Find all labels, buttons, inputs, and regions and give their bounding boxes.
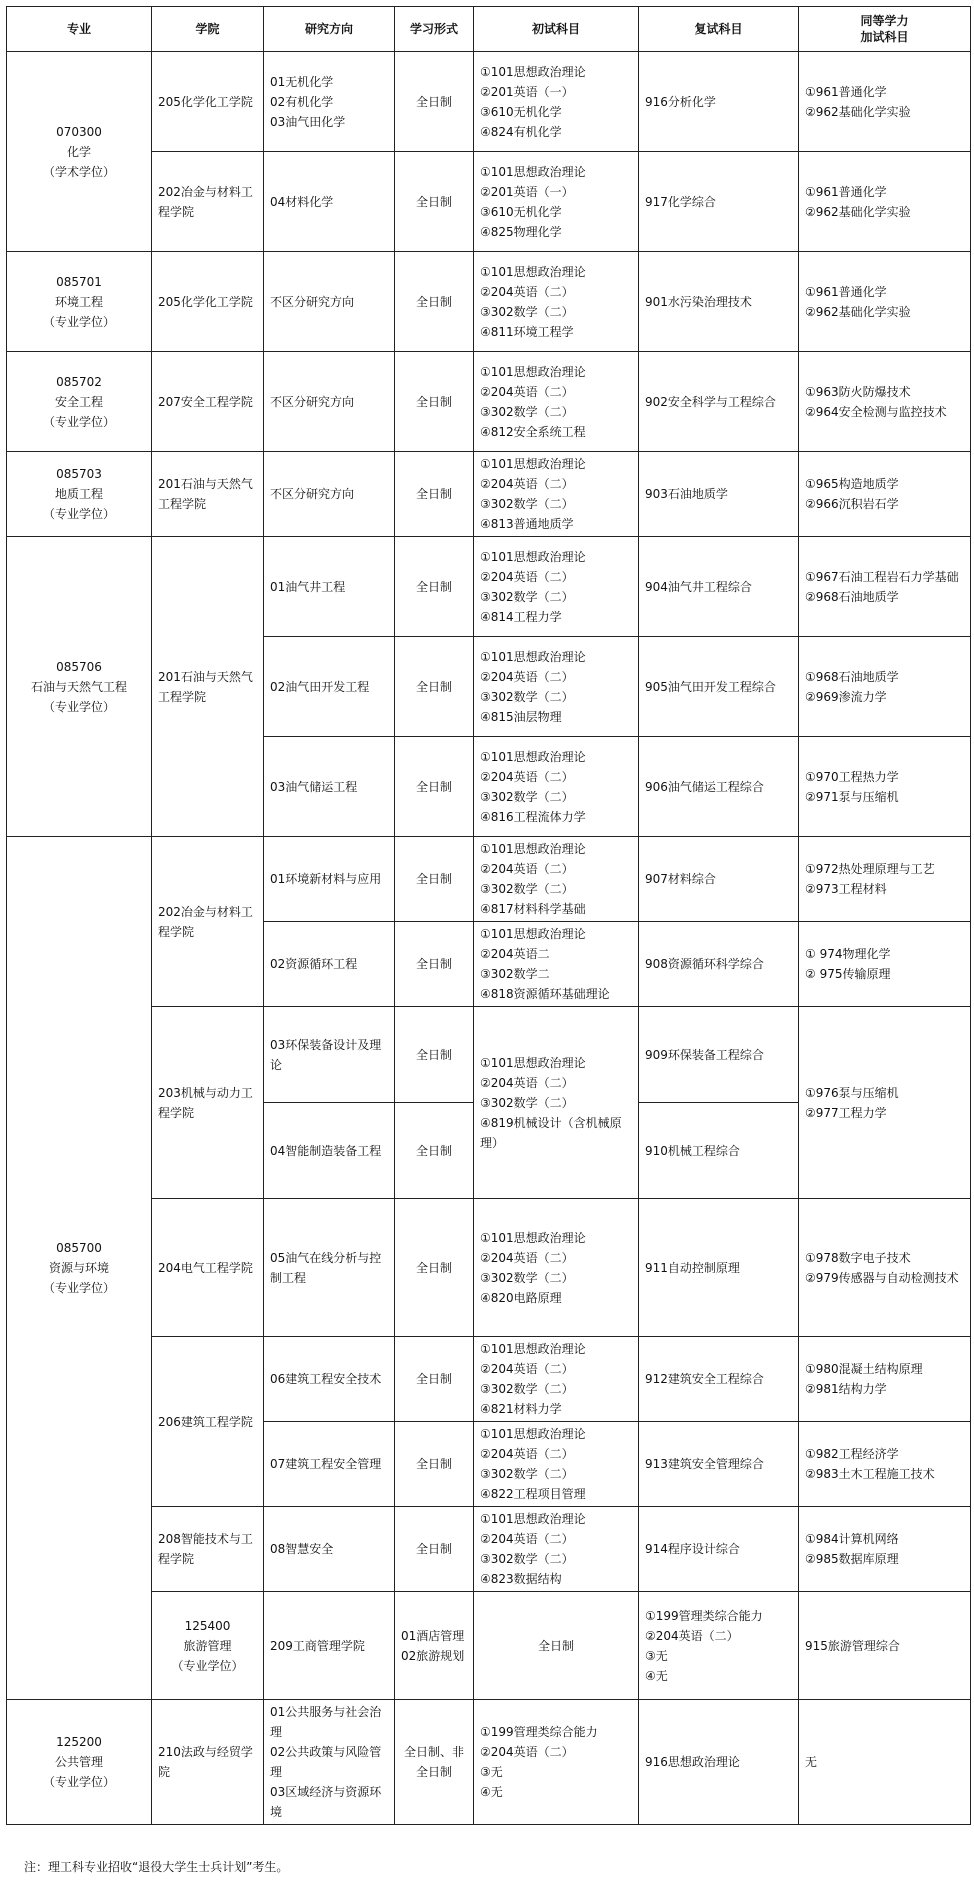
program-cell-line: 化学	[66, 144, 91, 159]
initial-exam-cell-line: ④815油层物理	[480, 709, 562, 724]
extra-exam-cell-line: ②979传感器与自动检测技术	[805, 1270, 959, 1285]
direction-cell	[264, 1507, 395, 1592]
initial-exam-cell-line: ②201英语（一）	[480, 184, 574, 199]
direction-cell-line: 04智能制造装备工程	[270, 1143, 382, 1158]
program-cell-line: 085700	[56, 1241, 102, 1255]
table-row	[7, 52, 971, 152]
study-mode-cell: 全日制	[395, 1507, 474, 1592]
retest-cell: 916思想政治理论	[639, 1700, 799, 1825]
study-mode-cell: 全日制	[395, 252, 474, 352]
direction-cell	[395, 1592, 474, 1700]
initial-exam-cell	[474, 1700, 639, 1825]
extra-exam-cell-line: ①972热处理原理与工艺	[805, 862, 935, 876]
retest-cell: 914程序设计综合	[639, 1507, 799, 1592]
initial-exam-cell-line: ③302数学（二）	[480, 1382, 574, 1396]
study-mode-cell: 全日制	[395, 737, 474, 837]
initial-exam-cell	[474, 52, 639, 152]
study-mode-cell: 全日制	[395, 352, 474, 452]
initial-exam-cell-line: ②204英语二	[480, 947, 550, 961]
extra-exam-cell-line: ②962基础化学实验	[805, 104, 911, 119]
program-cell-line: 石油与天然气工程	[30, 679, 127, 694]
extra-exam-cell-line: ②969渗流力学	[805, 689, 887, 704]
study-mode-cell: 全日制	[395, 452, 474, 537]
initial-exam-cell-line: ③302数学（二）	[480, 1270, 574, 1285]
extra-exam-cell-line: ①982工程经济学	[805, 1447, 899, 1461]
direction-cell	[264, 252, 395, 352]
initial-exam-cell	[474, 837, 639, 922]
extra-exam-cell	[799, 1422, 971, 1507]
college-cell: 209工商管理学院	[264, 1592, 395, 1700]
retest-cell: 902安全科学与工程综合	[639, 352, 799, 452]
extra-exam-cell	[799, 737, 971, 837]
initial-exam-cell-line: ③302数学（二）	[480, 404, 574, 419]
extra-exam-cell-line: ①961普通化学	[805, 284, 887, 299]
direction-cell-line: 01酒店管理	[401, 1628, 465, 1643]
initial-exam-cell-line: ②204英语（二）	[480, 669, 574, 684]
direction-cell	[264, 352, 395, 452]
initial-exam-cell-line: ①101思想政治理论	[480, 549, 586, 564]
initial-exam-cell	[474, 152, 639, 252]
initial-exam-cell	[474, 1007, 639, 1199]
program-cell-line: 125200	[56, 1735, 102, 1749]
table-row	[7, 1507, 971, 1592]
initial-exam-cell-line: ②204英语（二）	[480, 1250, 574, 1265]
program-cell-line: 公共管理	[54, 1755, 103, 1769]
program-cell-line: （专业学位）	[42, 699, 115, 714]
initial-exam-cell-line: ③302数学二	[480, 967, 550, 981]
retest-cell: 911自动控制原理	[639, 1199, 799, 1337]
initial-exam-cell-line: ④811环境工程学	[480, 324, 574, 339]
extra-exam-cell	[799, 452, 971, 537]
initial-exam-cell-line: ③302数学（二）	[480, 1552, 574, 1566]
extra-exam-cell-line: ② 975传输原理	[805, 967, 891, 981]
table-row	[7, 152, 971, 252]
program-cell	[7, 252, 152, 352]
header-initial-exam: 初试科目	[474, 7, 639, 52]
college-cell: 206建筑工程学院	[152, 1337, 264, 1507]
initial-exam-cell-line: ④813普通地质学	[480, 517, 574, 531]
table-header-row	[7, 7, 971, 52]
direction-cell	[264, 1199, 395, 1337]
college-cell: 205化学化工学院	[152, 252, 264, 352]
initial-exam-cell-line: ②204英语（二）	[480, 769, 574, 784]
program-cell-line: （专业学位）	[42, 314, 115, 329]
retest-cell: 906油气储运工程综合	[639, 737, 799, 837]
initial-exam-cell	[474, 352, 639, 452]
retest-cell: 903石油地质学	[639, 452, 799, 537]
initial-exam-cell-line: ②204英语（二）	[480, 1745, 574, 1759]
initial-exam-cell-line: ①101思想政治理论	[480, 927, 586, 941]
initial-exam-cell-line: ③302数学（二）	[480, 789, 574, 804]
direction-cell	[264, 152, 395, 252]
direction-cell-line: 06建筑工程安全技术	[270, 1372, 382, 1386]
study-mode-cell: 全日制	[395, 1199, 474, 1337]
retest-cell: 901水污染治理技术	[639, 252, 799, 352]
program-cell	[7, 452, 152, 537]
initial-exam-cell-line: ②204英语（二）	[480, 1362, 574, 1376]
direction-cell-line: 02资源循环工程	[270, 957, 358, 971]
initial-exam-cell-line: ②204英语（二）	[480, 477, 574, 491]
program-cell-line: 085702	[56, 374, 102, 389]
program-cell	[7, 837, 152, 1700]
college-cell: 205化学化工学院	[152, 52, 264, 152]
extra-exam-cell	[799, 1007, 971, 1199]
table-row	[7, 252, 971, 352]
initial-exam-cell-line: ④822工程项目管理	[480, 1487, 586, 1501]
study-mode-cell: 全日制	[395, 1422, 474, 1507]
extra-exam-cell	[799, 1337, 971, 1422]
direction-cell-line: 04材料化学	[270, 194, 334, 209]
extra-exam-cell-line: ①968石油地质学	[805, 669, 899, 684]
college-cell: 208智能技术与工程学院	[152, 1507, 264, 1592]
extra-exam-cell-line: ②985数据库原理	[805, 1552, 899, 1566]
extra-exam-cell-line: ②964安全检测与监控技术	[805, 404, 947, 419]
direction-cell	[264, 737, 395, 837]
college-cell: 201石油与天然气工程学院	[152, 452, 264, 537]
initial-exam-cell	[474, 252, 639, 352]
initial-exam-cell-line: ①101思想政治理论	[480, 364, 586, 379]
header-retest: 复试科目	[639, 7, 799, 52]
direction-cell	[264, 1337, 395, 1422]
retest-cell: 910机械工程综合	[639, 1103, 799, 1199]
direction-cell-line: 01油气井工程	[270, 579, 346, 594]
retest-cell: 904油气井工程综合	[639, 537, 799, 637]
initial-exam-cell-line: ③302数学（二）	[480, 1095, 574, 1110]
direction-cell-line: 01环境新材料与应用	[270, 872, 382, 886]
direction-cell-line: 不区分研究方向	[270, 394, 355, 409]
initial-exam-cell-line: ④无	[645, 1668, 668, 1683]
program-cell-line: （专业学位）	[171, 1658, 244, 1673]
initial-exam-cell-line: ③无	[480, 1765, 503, 1779]
initial-exam-cell-line: ④816工程流体力学	[480, 809, 586, 824]
extra-exam-cell-line: ②968石油地质学	[805, 589, 899, 604]
direction-cell-line: 03环保装备设计及理论	[270, 1037, 382, 1072]
header-program: 专业	[7, 7, 152, 52]
college-cell: 202冶金与材料工程学院	[152, 152, 264, 252]
table-row	[7, 837, 971, 922]
initial-exam-cell-line: ①101思想政治理论	[480, 164, 586, 179]
table-row	[7, 452, 971, 537]
initial-exam-cell	[474, 1507, 639, 1592]
initial-exam-cell-line: ③610无机化学	[480, 104, 562, 119]
program-cell-line: 085706	[56, 659, 102, 674]
direction-cell	[264, 837, 395, 922]
initial-exam-cell-line: ④819机械设计（含机械原理）	[480, 1115, 622, 1150]
initial-exam-cell-line: ④814工程力学	[480, 609, 562, 624]
initial-exam-cell	[474, 637, 639, 737]
program-cell-line: 085703	[56, 467, 102, 481]
initial-exam-cell-line: ③302数学（二）	[480, 304, 574, 319]
study-mode-cell: 全日制	[395, 637, 474, 737]
direction-cell	[264, 1007, 395, 1103]
extra-exam-cell	[799, 52, 971, 152]
study-mode-cell: 全日制	[395, 1007, 474, 1103]
direction-cell-line: 01公共服务与社会治理	[270, 1705, 382, 1739]
study-mode-cell: 全日制	[395, 537, 474, 637]
initial-exam-cell	[474, 922, 639, 1007]
initial-exam-cell-line: ②204英语（二）	[480, 569, 574, 584]
direction-cell-line: 05油气在线分析与控制工程	[270, 1250, 382, 1285]
initial-exam-cell	[474, 537, 639, 637]
college-cell: 204电气工程学院	[152, 1199, 264, 1337]
extra-exam-cell	[799, 922, 971, 1007]
initial-exam-cell-line: ④820电路原理	[480, 1290, 562, 1305]
initial-exam-cell-line: ①101思想政治理论	[480, 264, 586, 279]
program-cell-line: （专业学位）	[42, 1775, 115, 1789]
initial-exam-cell-line: ④823数据结构	[480, 1572, 562, 1586]
program-cell-line: （专业学位）	[42, 414, 115, 429]
college-cell: 207安全工程学院	[152, 352, 264, 452]
study-mode-cell: 全日制	[395, 837, 474, 922]
initial-exam-cell	[474, 737, 639, 837]
table-row	[7, 1592, 971, 1700]
initial-exam-cell-line: ②204英语（二）	[480, 1447, 574, 1461]
extra-exam-cell-line: ②971泵与压缩机	[805, 789, 899, 804]
direction-cell	[264, 537, 395, 637]
table-row	[7, 1007, 971, 1103]
study-mode-cell: 全日制	[395, 1337, 474, 1422]
college-cell: 210法政与经贸学院	[152, 1700, 264, 1825]
initial-exam-cell-line: ④817材料科学基础	[480, 902, 586, 916]
program-cell-line: 070300	[56, 124, 102, 139]
extra-exam-cell-line: ①961普通化学	[805, 184, 887, 199]
extra-exam-cell-line: ①970工程热力学	[805, 769, 899, 784]
extra-exam-cell-line: ②962基础化学实验	[805, 304, 911, 319]
initial-exam-cell-line: ②204英语（二）	[480, 1532, 574, 1546]
initial-exam-cell-line: ①101思想政治理论	[480, 1512, 586, 1526]
program-cell	[7, 1700, 152, 1825]
header-equivalent-extra: 同等学力 加试科目	[799, 7, 971, 52]
extra-exam-cell	[799, 152, 971, 252]
footnote: 注：理工科专业招收“退役大学生士兵计划”考生。	[24, 1860, 289, 1874]
initial-exam-cell-line: ④821材料力学	[480, 1402, 562, 1416]
program-cell-line: （学术学位）	[42, 164, 115, 179]
initial-exam-cell-line: ①101思想政治理论	[480, 1055, 586, 1070]
initial-exam-cell-line: ③302数学（二）	[480, 882, 574, 896]
initial-exam-cell-line: ③302数学（二）	[480, 589, 574, 604]
extra-exam-cell-line: ① 974物理化学	[805, 947, 891, 961]
direction-cell	[264, 1103, 395, 1199]
table-row	[7, 1337, 971, 1422]
initial-exam-cell-line: ②204英语（二）	[645, 1628, 739, 1643]
direction-cell	[264, 922, 395, 1007]
initial-exam-cell-line: ①199管理类综合能力	[645, 1608, 763, 1623]
program-cell	[7, 352, 152, 452]
initial-exam-cell-line: ①101思想政治理论	[480, 64, 586, 79]
initial-exam-cell-line: ③302数学（二）	[480, 689, 574, 704]
extra-exam-cell-line: ①984计算机网络	[805, 1532, 899, 1546]
initial-exam-cell-line: ④824有机化学	[480, 124, 562, 139]
initial-exam-cell-line: ④812安全系统工程	[480, 424, 586, 439]
header-study-mode: 学习形式	[395, 7, 474, 52]
initial-exam-cell-line: ①101思想政治理论	[480, 842, 586, 856]
initial-exam-cell-line: ①101思想政治理论	[480, 749, 586, 764]
initial-exam-cell-line: ③610无机化学	[480, 204, 562, 219]
direction-cell-line: 03区域经济与资源环境	[270, 1785, 382, 1819]
extra-exam-cell-line: ②973工程材料	[805, 882, 887, 896]
initial-exam-cell	[639, 1592, 799, 1700]
direction-cell-line: 01无机化学	[270, 74, 334, 89]
retest-cell: 905油气田开发工程综合	[639, 637, 799, 737]
initial-exam-cell-line: ④无	[480, 1785, 503, 1799]
direction-cell-line: 03油气储运工程	[270, 779, 358, 794]
initial-exam-cell-line: ①101思想政治理论	[480, 1342, 586, 1356]
program-cell-line: 085701	[56, 274, 102, 289]
program-cell-line: 环境工程	[54, 294, 103, 309]
initial-exam-cell-line: ②201英语（一）	[480, 84, 574, 99]
retest-cell: 916分析化学	[639, 52, 799, 152]
table-row	[7, 537, 971, 637]
extra-exam-cell	[799, 352, 971, 452]
direction-cell-line: 不区分研究方向	[270, 487, 355, 501]
program-cell-line: （专业学位）	[42, 1281, 115, 1295]
extra-exam-cell-line: ①978数字电子技术	[805, 1250, 911, 1265]
direction-cell	[264, 52, 395, 152]
direction-cell-line: 03油气田化学	[270, 114, 346, 129]
initial-exam-cell-line: ③无	[645, 1648, 668, 1663]
initial-exam-cell-line: ①101思想政治理论	[480, 649, 586, 664]
program-cell	[7, 537, 152, 837]
extra-exam-cell-line: ②962基础化学实验	[805, 204, 911, 219]
extra-exam-cell-line: ②983土木工程施工技术	[805, 1467, 935, 1481]
extra-exam-cell-line: ①976泵与压缩机	[805, 1085, 899, 1100]
initial-exam-cell-line: ③302数学（二）	[480, 497, 574, 511]
college-cell: 203机械与动力工程学院	[152, 1007, 264, 1199]
program-cell-line: 安全工程	[54, 394, 103, 409]
college-cell: 201石油与天然气工程学院	[152, 537, 264, 837]
college-cell: 202冶金与材料工程学院	[152, 837, 264, 1007]
program-cell-line: （专业学位）	[42, 507, 115, 521]
extra-exam-cell-line: ②977工程力学	[805, 1105, 887, 1120]
extra-exam-cell	[799, 252, 971, 352]
extra-exam-cell-line: 无	[805, 1755, 818, 1769]
table-row	[7, 352, 971, 452]
extra-exam-cell-line: ①961普通化学	[805, 84, 887, 99]
extra-exam-cell	[799, 537, 971, 637]
direction-cell-line: 07建筑工程安全管理	[270, 1457, 382, 1471]
direction-cell-line: 02公共政策与风险管理	[270, 1745, 382, 1779]
program-cell-line: 地质工程	[54, 487, 103, 501]
extra-exam-cell	[799, 1507, 971, 1592]
initial-exam-cell-line: ④825物理化学	[480, 224, 562, 239]
retest-cell: 912建筑安全工程综合	[639, 1337, 799, 1422]
study-mode-cell: 全日制	[474, 1592, 639, 1700]
study-mode-cell: 全日制	[395, 152, 474, 252]
retest-cell: 917化学综合	[639, 152, 799, 252]
direction-cell-line: 不区分研究方向	[270, 294, 355, 309]
extra-exam-cell-line: ①967石油工程岩石力学基础	[805, 569, 959, 584]
table-row	[7, 1700, 971, 1825]
initial-exam-cell	[474, 1337, 639, 1422]
study-mode-cell: 全日制	[395, 1103, 474, 1199]
retest-cell: 908资源循环科学综合	[639, 922, 799, 1007]
direction-cell-line: 02旅游规划	[401, 1648, 465, 1663]
extra-exam-cell-line: ②966沉积岩石学	[805, 497, 899, 511]
admission-table	[6, 6, 971, 1825]
direction-cell	[264, 637, 395, 737]
initial-exam-cell-line: ②204英语（二）	[480, 284, 574, 299]
header-college: 学院	[152, 7, 264, 52]
program-cell-line: 资源与环境	[48, 1261, 109, 1275]
extra-exam-cell	[799, 1199, 971, 1337]
initial-exam-cell-line: ④818资源循环基础理论	[480, 987, 610, 1001]
extra-exam-cell	[799, 1700, 971, 1825]
direction-cell-line: 08智慧安全	[270, 1542, 334, 1556]
initial-exam-cell-line: ③302数学（二）	[480, 1467, 574, 1481]
program-cell-line: 125400	[184, 1618, 231, 1633]
table-row	[7, 1199, 971, 1337]
direction-cell-line: 02油气田开发工程	[270, 679, 370, 694]
direction-cell-line: 02有机化学	[270, 94, 334, 109]
retest-cell: 915旅游管理综合	[799, 1592, 971, 1700]
retest-cell: 909环保装备工程综合	[639, 1007, 799, 1103]
retest-cell: 907材料综合	[639, 837, 799, 922]
program-cell	[152, 1592, 264, 1700]
initial-exam-cell-line: ②204英语（二）	[480, 384, 574, 399]
direction-cell	[264, 452, 395, 537]
direction-cell	[264, 1422, 395, 1507]
study-mode-cell: 全日制、非全日制	[395, 1700, 474, 1825]
extra-exam-cell-line: ①965构造地质学	[805, 477, 899, 491]
header-direction: 研究方向	[264, 7, 395, 52]
initial-exam-cell-line: ②204英语（二）	[480, 862, 574, 876]
program-cell-line: 旅游管理	[183, 1638, 232, 1653]
study-mode-cell: 全日制	[395, 52, 474, 152]
extra-exam-cell-line: ①963防火防爆技术	[805, 384, 911, 399]
initial-exam-cell	[474, 1422, 639, 1507]
extra-exam-cell	[799, 837, 971, 922]
retest-cell: 913建筑安全管理综合	[639, 1422, 799, 1507]
initial-exam-cell-line: ①101思想政治理论	[480, 457, 586, 471]
direction-cell	[264, 1700, 395, 1825]
study-mode-cell: 全日制	[395, 922, 474, 1007]
extra-exam-cell-line: ①980混凝土结构原理	[805, 1362, 923, 1376]
extra-exam-cell-line: ②981结构力学	[805, 1382, 887, 1396]
initial-exam-cell-line: ②204英语（二）	[480, 1075, 574, 1090]
initial-exam-cell-line: ①101思想政治理论	[480, 1427, 586, 1441]
program-cell	[7, 52, 152, 252]
initial-exam-cell	[474, 452, 639, 537]
initial-exam-cell-line: ①199管理类综合能力	[480, 1725, 598, 1739]
initial-exam-cell-line: ①101思想政治理论	[480, 1230, 586, 1245]
extra-exam-cell	[799, 637, 971, 737]
initial-exam-cell	[474, 1199, 639, 1337]
